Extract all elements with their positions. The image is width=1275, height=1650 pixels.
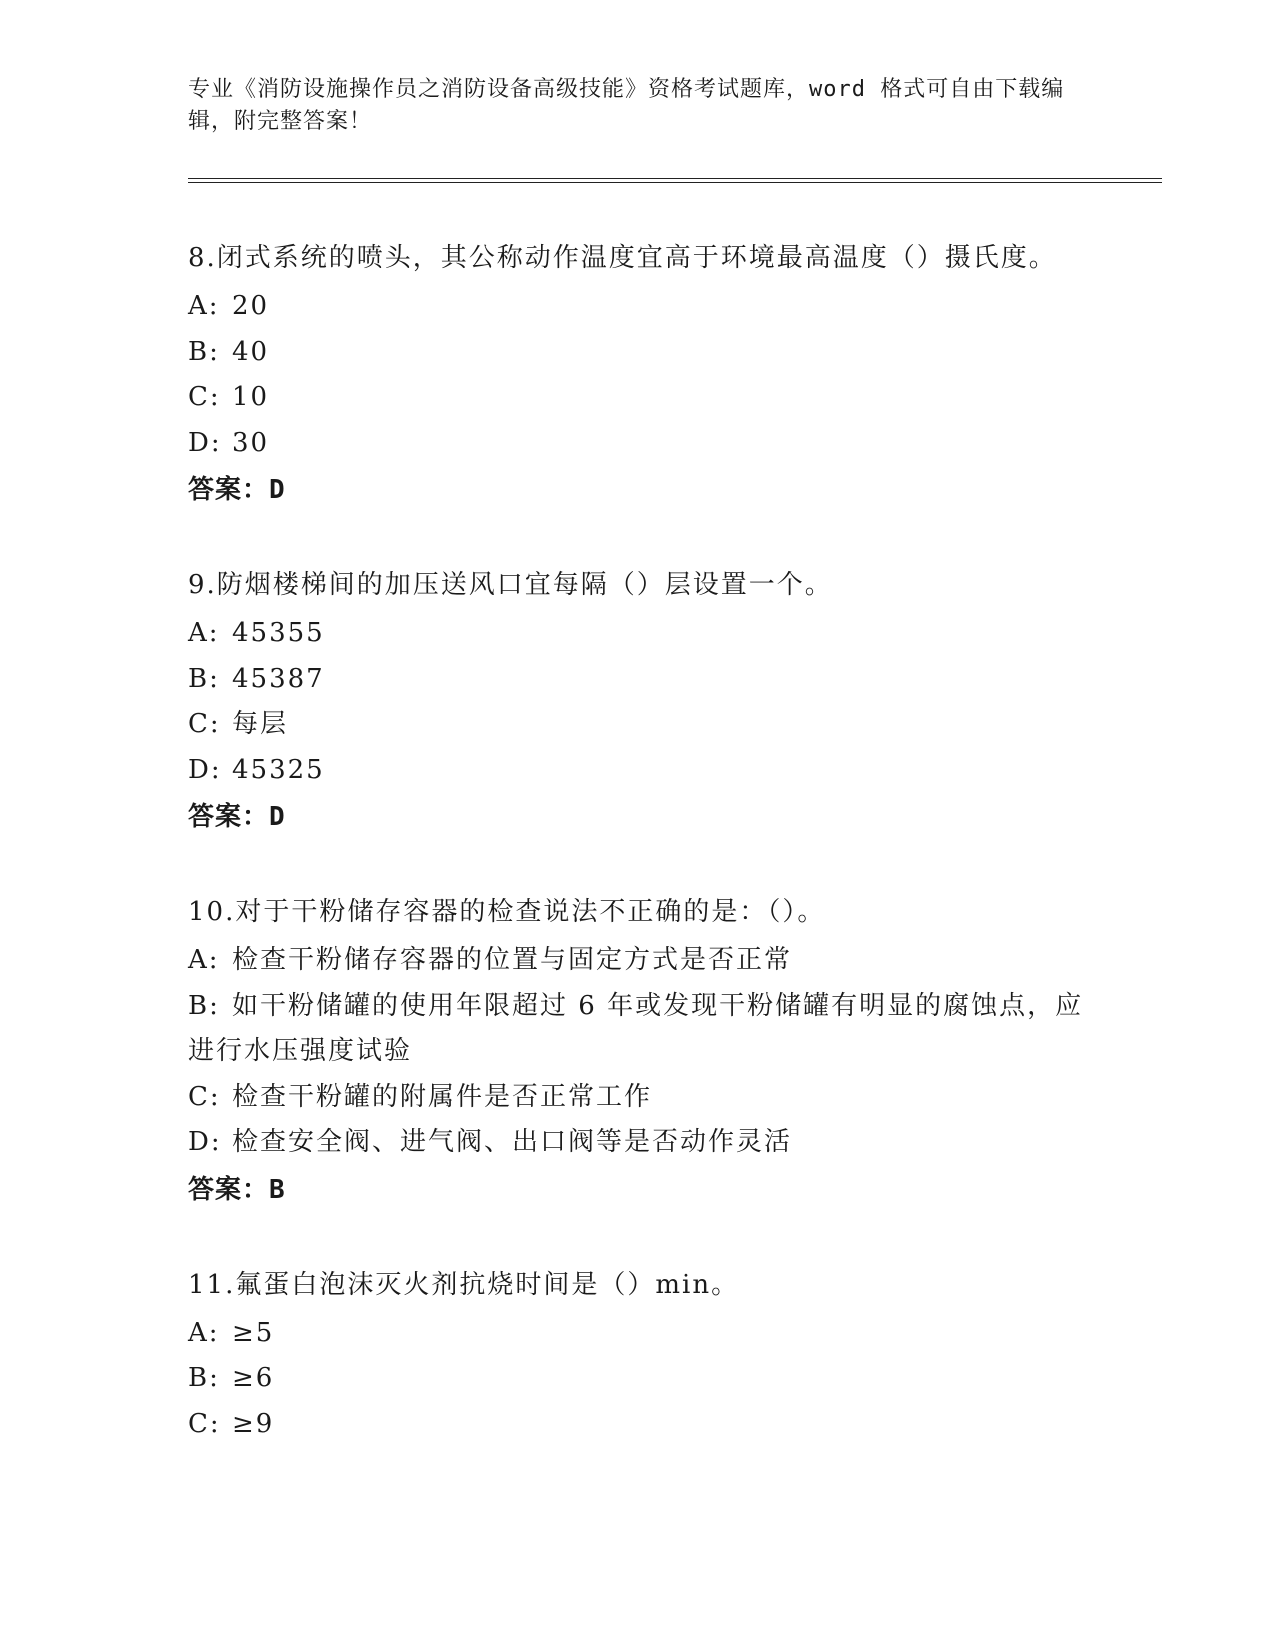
question-item [188, 1259, 1088, 1448]
option-c [188, 1075, 1088, 1121]
question-stem: 11.氟蛋白泡沫灭火剂抗烧时间是（）min。 [188, 1269, 740, 1300]
option-c [188, 702, 1088, 748]
option-a [188, 611, 1088, 657]
question-stem: 9.防烟楼梯间的加压送风口宜每隔（）层设置一个。 [188, 570, 833, 600]
option-b [188, 984, 1088, 1075]
option-text: 检查干粉罐的附属件是否正常工作 [232, 1081, 653, 1112]
option-letter: B: [188, 1363, 220, 1393]
option-text: 每层 [232, 709, 289, 739]
option-letter: B: [188, 663, 220, 694]
question-stem: 10.对于干粉储存容器的检查说法不正确的是：（）。 [188, 897, 826, 927]
option-a [188, 938, 1088, 984]
option-c [188, 375, 1088, 421]
option-letter: D: [188, 427, 222, 458]
answer-line: 答案：D [188, 802, 286, 832]
question-item [188, 232, 1088, 514]
option-letter: A: [188, 618, 220, 648]
option-text: 20 [232, 291, 270, 321]
question-item [188, 886, 1088, 1214]
option-letter: C: [188, 709, 221, 739]
option-text: ≥6 [232, 1363, 275, 1393]
document-header: 专业《消防设施操作员之消防设备高级技能》资格考试题库，word 格式可自由下载编辑，附完整答案！ [188, 77, 1065, 134]
option-b [188, 657, 1088, 703]
option-a [188, 1311, 1088, 1357]
option-text: ≥5 [232, 1317, 275, 1348]
option-text: 10 [232, 382, 270, 412]
answer-line: 答案：B [188, 1174, 286, 1205]
question-list [188, 232, 1088, 1492]
option-letter: A: [188, 1317, 220, 1348]
option-text: 30 [232, 427, 270, 458]
option-c [188, 1402, 1088, 1448]
question-stem: 8.闭式系统的喷头，其公称动作温度宜高于环境最高温度（）摄氏度。 [188, 243, 1057, 273]
option-a [188, 284, 1088, 330]
option-b [188, 330, 1088, 376]
option-d [188, 748, 1088, 794]
option-letter: C: [188, 1408, 221, 1439]
option-letter: A: [188, 291, 220, 321]
option-letter: B: [188, 990, 220, 1021]
option-text: 45325 [232, 754, 325, 785]
question-item [188, 559, 1088, 841]
option-text: 45355 [232, 618, 325, 648]
option-d [188, 1120, 1088, 1166]
option-b [188, 1356, 1088, 1402]
option-letter: C: [188, 382, 221, 412]
answer-line: 答案：D [188, 475, 286, 505]
option-letter: B: [188, 336, 220, 367]
option-letter: A: [188, 945, 220, 975]
option-letter: D: [188, 754, 222, 785]
option-text: 40 [232, 336, 270, 367]
header-divider [188, 178, 1162, 183]
option-letter: D: [188, 1127, 222, 1157]
option-text: ≥9 [232, 1408, 275, 1439]
option-d [188, 421, 1088, 467]
option-letter: C: [188, 1081, 221, 1112]
option-text: 检查安全阀、进气阀、出口阀等是否动作灵活 [232, 1127, 793, 1157]
option-text: 45387 [232, 663, 325, 694]
option-text: 检查干粉储存容器的位置与固定方式是否正常 [232, 945, 793, 975]
option-text: 如干粉储罐的使用年限超过 6 年或发现干粉储罐有明显的腐蚀点，应进行水压强度试验 [188, 990, 1084, 1066]
